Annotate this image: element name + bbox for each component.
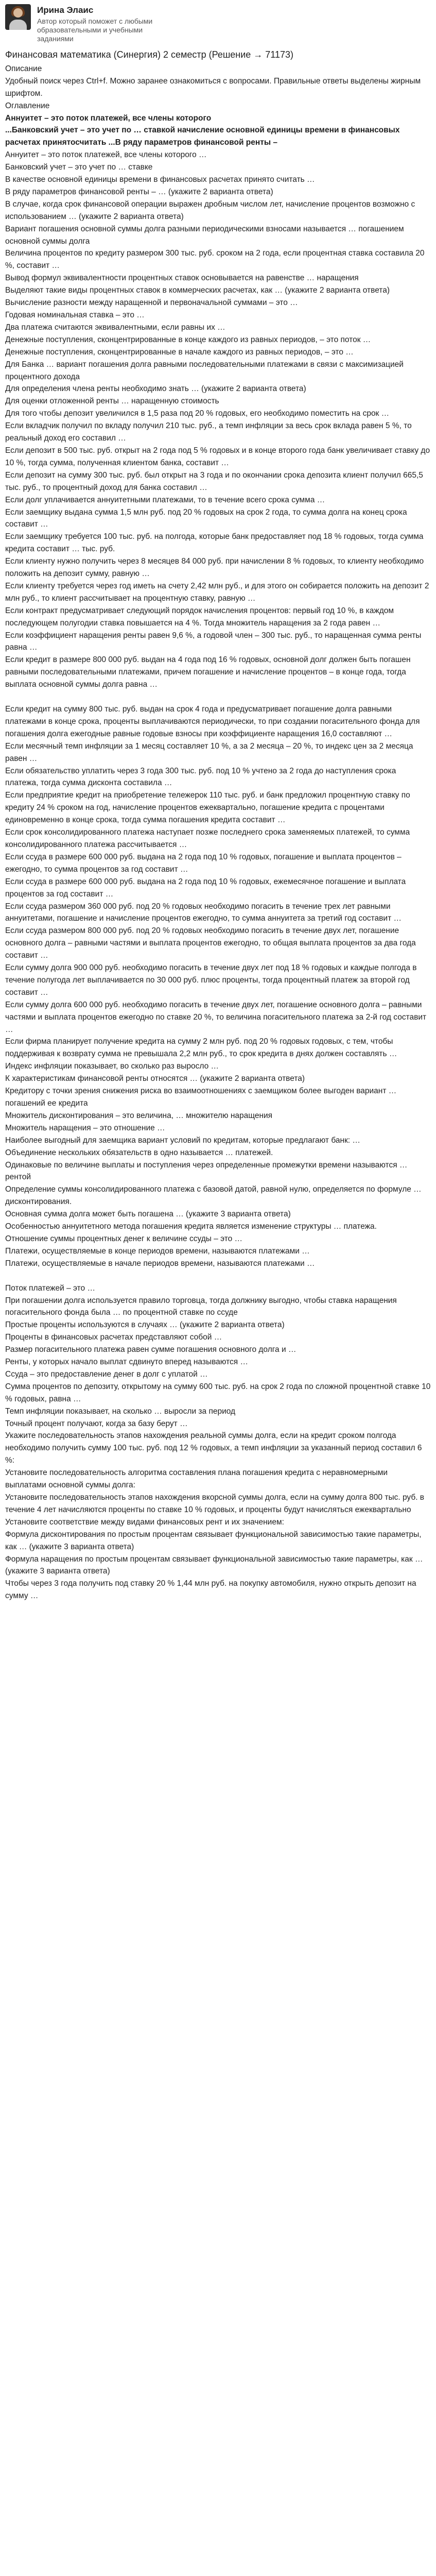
document-line: Отношение суммы процентных денег к величине ссуды – это …: [5, 1234, 243, 1243]
document-line: Формула дисконтирования по простым процентам связывает функциональной зависимостью такие параметры, как … (укажите 3 варианта ответа): [5, 1530, 422, 1551]
document-line: Темп инфляции показывает, на сколько … выросли за период: [5, 1406, 236, 1416]
document-line: Если кредит в размере 800 000 руб. выдан на 4 года под 16 % годовых, основной долг должен быть погашен равными последовательными платежами, причем погашение и начисление процентов – в конце года, тогда выплата основной суммы долга равна …: [5, 655, 411, 689]
document-line: Оглавление: [5, 101, 50, 110]
document-line: Чтобы через 3 года получить под ставку 20 % 1,44 млн руб. на покупку автомобиля, нужно открыть депозит на сумму …: [5, 1579, 416, 1601]
document-line: Точный процент получают, когда за базу берут …: [5, 1419, 188, 1428]
document-line: Если вкладчик получил по вкладу получил 210 тыс. руб., а темп инфляции за весь срок вклада равен 5 %, то реальный доход его составил …: [5, 421, 412, 443]
document-line: Формула наращения по простым процентам связывает функциональной зависимостью такие параметры, как … (укажите 3 варианта ответа): [5, 1554, 423, 1576]
author-info: [37, 4, 171, 43]
document-line: Одинаковые по величине выплаты и поступления через определенные промежутки времени называются … рентой: [5, 1160, 408, 1182]
document-line: Описание: [5, 64, 42, 73]
document-line: Ренты, у которых начало выплат сдвинуто вперед называются …: [5, 1358, 248, 1367]
document-line: Если ссуда размером 360 000 руб. под 20 % годовых необходимо погасить в течение трех лет равными аннуитетами, погашение и начисление процентов ежегодно, то сумма аннуитета за третий год составит …: [5, 902, 402, 923]
document-line: Если клиенту требуется через год иметь на счету 2,42 млн руб., и для этого он собирается положить на депозит 2 млн руб., то клиент рассчитывает на процентную ставку, равную …: [5, 581, 429, 603]
document-line: Индекс инфляции показывает, во сколько раз выросло …: [5, 1062, 219, 1071]
document-line: Для определения члена ренты необходимо знать … (укажите 2 варианта ответа): [5, 384, 306, 394]
document-line: Денежные поступления, сконцентрированные в начале каждого из равных периодов, – это …: [5, 347, 354, 357]
document-line: Простые проценты используются в случаях … (укажите 2 варианта ответа): [5, 1320, 285, 1330]
document-line: Банковский учет – это учет по … ставке: [5, 163, 153, 172]
blank-line: [5, 1270, 431, 1282]
document-line: Вычисление разности между наращенной и первоначальной суммами – это …: [5, 298, 298, 308]
document-line: Если депозит в 500 тыс. руб. открыт на 2 года под 5 % годовых и в конце второго года банк увеличивает ставку до 10 %, тогда сумма, полученная клиентом банка, составит …: [5, 446, 430, 467]
document-line: Особенностью аннуитетного метода погашения кредита является изменение структуры … платежа.: [5, 1222, 377, 1231]
document-line: Если депозит на сумму 300 тыс. руб. был открыт на 3 года и по окончании срока депозита клиент получил 665,5 тыс. руб., то процентный доход для банка составил …: [5, 470, 423, 492]
document-line: Если клиенту нужно получить через 8 месяцев 84 000 руб. при начислении 8 % годовых, то клиенту необходимо положить на депозит сумму, равную …: [5, 557, 424, 579]
document-line: При погашении долга используется правило торговца, тогда должнику выгодно, чтобы ставка наращения погасительного фонда была … по процентной ставке по ссуде: [5, 1296, 397, 1317]
document-line: Для того чтобы депозит увеличился в 1,5 раза под 20 % годовых, его необходимо поместить на срок …: [5, 409, 390, 418]
document-line: Если заемщику требуется 100 тыс. руб. на полгода, которые банк предоставляет под 18 % годовых, тогда сумма кредита составит … тыс. руб.: [5, 532, 424, 554]
document-line: Два платежа считаются эквивалентными, если равны их …: [5, 323, 225, 332]
author-header: [5, 4, 431, 43]
document-line: Установите последовательность алгоритма составления плана погашения кредита с неравномерными выплатами основной суммы долга:: [5, 1468, 388, 1490]
document-line: К характеристикам финансовой ренты относятся … (укажите 2 варианта ответа): [5, 1074, 305, 1083]
document-line: Определение суммы консолидированного платежа с базовой датой, равной нулю, определяется по формуле … дисконтирования.: [5, 1185, 422, 1207]
document-line: Если обязательство уплатить через 3 года 300 тыс. руб. под 10 % учтено за 2 года до наступления срока платежа, тогда сумма дисконта составила …: [5, 766, 396, 788]
document-line: Платежи, осуществляемые в конце периодов времени, называются платежами …: [5, 1246, 310, 1256]
document-line: Если заемщику выдана сумма 1,5 млн руб. под 20 % годовых на срок 2 года, то сумма долга на конец срока составит …: [5, 507, 407, 529]
document-line: Поток платежей – это …: [5, 1283, 95, 1293]
document-line: Если сумму долга 600 000 руб. необходимо погасить в течение двух лет, погашение основного долга – равными частями и выплата процентов ежегодно по ставке 20 %, то величина погасительного платежа за 2-й год составит …: [5, 1000, 427, 1034]
document-body: [5, 63, 431, 1602]
document-line: Аннуитет – это поток платежей, все члены которого …: [5, 150, 207, 160]
document-line: Если коэффициент наращения ренты равен 9,6 %, а годовой член – 300 тыс. руб., то наращенная сумма ренты равна …: [5, 631, 422, 652]
document-title: Финансовая математика (Синергия) 2 семестр (Решение → 71173): [5, 49, 294, 60]
document-line: Если ссуда в размере 600 000 руб. выдана на 2 года под 10 % годовых, ежемесячное погашение и выплата процентов за год составит …: [5, 877, 406, 899]
document-line: Множитель наращения – это отношение …: [5, 1123, 165, 1132]
document-line: Для оценки отложенной ренты … наращенную стоимость: [5, 397, 219, 406]
document-line: Если ссуда размером 800 000 руб. под 20 % годовых необходимо погасить в течение двух лет, погашение основного долга – равными частями и выплата процентов ежегодно, то общая выплата процентов за два года составит …: [5, 926, 416, 960]
document-line: Объединение нескольких обязательств в одно называется … платежей.: [5, 1148, 273, 1157]
document-line: Если долг уплачивается аннуитетными платежами, то в течение всего срока сумма …: [5, 495, 325, 504]
document-line: Если сумму долга 900 000 руб. необходимо погасить в течение двух лет под 18 % годовых и каждые полгода в течение полугода лет выплачивается по 30 000 руб. плюс проценты, тогда процентный платеж за второй год составит …: [5, 963, 417, 997]
document-line: Если предприятие кредит на приобретение тележерок 110 тыс. руб. и банк предложил процентную ставку по кредиту 24 % сроком на год, начисление процентов ежеквартально, погашение кредита с процентами единовременно в конце срока, тогда сумма погашения кредита составит …: [5, 791, 410, 825]
document-line: Сумма процентов по депозиту, открытому на сумму 600 тыс. руб. на срок 2 года по сложной процентной ставке 10 % годовых, равна …: [5, 1382, 431, 1403]
document-line: Если фирма планирует получение кредита на сумму 2 млн руб. под 20 % годовых годовых, с тем, чтобы поддерживая к возврату сумма не превышала 2,2 млн руб., то срок кредита в днях должен составлять …: [5, 1037, 397, 1059]
document-line: Аннуитет – это поток платежей, все члены которого: [5, 113, 212, 123]
author-avatar[interactable]: [5, 4, 31, 30]
document-line: Установите последовательность этапов нахождения вкорсной суммы долга, если на сумму долга 800 тыс. руб. в течение 4 лет начисляются проценты по ставке 10 % годовых, и проценты будут начисляться ежеквартально: [5, 1493, 425, 1514]
document-line: Для Банка … вариант погашения долга равными последовательными платежами в связи с максимизацией процентного дохода: [5, 360, 404, 381]
document-line: Множитель дисконтирования – это величина, … множителю наращения: [5, 1111, 273, 1120]
document-line: Если контракт предусматривает следующий порядок начисления процентов: первый год 10 %, в каждом последующем полугодии ставка повышается на 4 %. Тогда множитель наращения за 2 года равен …: [5, 606, 394, 628]
document-line: Размер погасительного платежа равен сумме погашения основного долга и …: [5, 1345, 297, 1354]
document-line: Укажите последовательность этапов нахождения реальной суммы долга, если на кредит сроком полгода необходимо получить сумму 100 тыс. руб. под 12 % годовых, а темп инфляции за указанный период составил 6 %:: [5, 1431, 422, 1465]
document-line: В случае, когда срок финансовой операции выражен дробным числом лет, начисление процентов возможно с использованием … (укажите 2 варианта ответа): [5, 199, 415, 221]
document-line: В качестве основной единицы времени в финансовых расчетах принято считать …: [5, 175, 315, 184]
document-line: Проценты в финансовых расчетах представляют собой …: [5, 1333, 222, 1342]
author-subtitle: Автор который поможет с любыми образовательными и учебными заданиями: [37, 17, 153, 43]
document-line: Удобный поиск через Ctrl+f. Можно заранее ознакомиться с вопросами. Правильные ответы выделены жирным шрифтом.: [5, 76, 421, 98]
document-line: Если кредит на сумму 800 тыс. руб. выдан на срок 4 года и предусматривает погашение долга равными платежами в конце срока, проценты выплачиваются периодически, то при создании погасительного фонда для погашения долга ежегодные равные годовые взносы при коэффициенте наращения 16,0 составляют …: [5, 705, 420, 738]
document-line: Платежи, осуществляемые в начале периодов времени, называются платежами …: [5, 1259, 315, 1268]
document-line: ...Банковский учет – это учет по … ставкой начисление основной единицы времени в финансовых расчетах принятосчитать ...В ряду параметров финансовой ренты –: [5, 126, 400, 147]
document-line: Если ссуда в размере 600 000 руб. выдана на 2 года под 10 % годовых, погашение и выплата процентов – ежегодно, то сумма процентов за год составит …: [5, 852, 402, 874]
blank-line: [5, 691, 431, 703]
document-line: Установите соответствие между видами финансовых рент и их значением:: [5, 1517, 284, 1527]
document-line: В ряду параметров финансовой ренты – … (укажите 2 варианта ответа): [5, 187, 273, 196]
document-line: Выделяют такие виды процентных ставок в коммерческих расчетах, как … (укажите 2 варианта ответа): [5, 286, 390, 295]
document-line: Денежные поступления, сконцентрированные в конце каждого из равных периодов, – это поток …: [5, 335, 371, 344]
document-line: Ссуда – это предоставление денег в долг с уплатой …: [5, 1369, 208, 1379]
document-line: Кредитору с точки зрения снижения риска во взаимоотношениях с заемщиком более выгоден вариант … погашений ее кредита: [5, 1087, 397, 1108]
document-line: Величина процентов по кредиту размером 300 тыс. руб. сроком на 2 года, если процентная ставка составила 20 %, составит …: [5, 249, 425, 270]
document-line: Основная сумма долга может быть погашена … (укажите 3 варианта ответа): [5, 1210, 291, 1219]
document-line: Годовая номинальная ставка – это …: [5, 311, 145, 320]
document-line: Если срок консолидированного платежа наступает позже последнего срока заменяемых платежей, то сумма консолидированного платежа рассчитывается …: [5, 828, 410, 849]
document-line: Вариант погашения основной суммы долга разными периодическими взносами называется … погашением основной суммы долга: [5, 224, 404, 246]
document-line: Вывод формул эквивалентности процентных ставок основывается на равенстве … наращения: [5, 274, 359, 283]
document-line: Наиболее выгодный для заемщика вариант условий по кредитам, которые предлагают банк: …: [5, 1136, 360, 1145]
author-name[interactable]: Ирина Элаис: [37, 5, 94, 15]
document-line: Если месячный темп инфляции за 1 месяц составляет 10 %, а за 2 месяца – 20 %, то индекс цен за 2 месяца равен …: [5, 741, 413, 763]
